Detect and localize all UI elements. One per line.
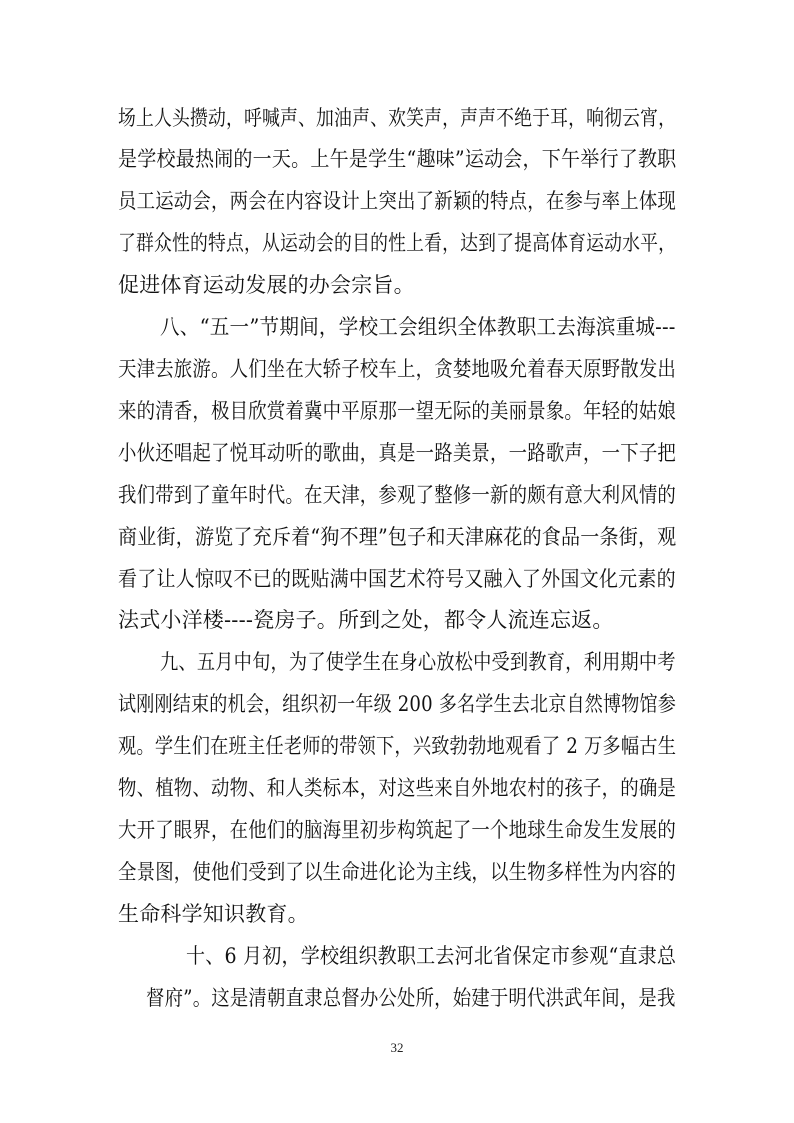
text-line: 是学校最热闹的一天。上午是学生“趣味”运动会，下午举行了教职 — [118, 147, 677, 171]
text-line: 大开了眼界，在他们的脑海里初步构筑起了一个地球生命发生发展的 — [118, 818, 677, 842]
text-line: 看了让人惊叹不已的既贴满中国艺术符号又融入了外国文化元素的 — [118, 567, 676, 591]
text-line: 督府”。这是清朝直隶总督办公处所，始建于明代洪武年间，是我 — [146, 986, 676, 1010]
text-line: 十、6 月初，学校组织教职工去河北省保定市参观“直隶总 — [186, 944, 677, 968]
text-line: 九、五月中旬，为了使学生在身心放松中受到教育，利用期中考 — [160, 650, 676, 674]
text-line: 八、“五一”节期间，学校工会组织全体教职工去海滨重城--- — [160, 315, 676, 339]
text-line: 法式小洋楼----瓷房子。所到之处，都令人流连忘返。 — [118, 608, 614, 632]
text-line: 试刚刚结束的机会，组织初一年级 200 多名学生去北京自然博物馆参 — [118, 692, 677, 716]
text-line: 了群众性的特点，从运动会的目的性上看，达到了提高体育运动水平， — [118, 231, 677, 255]
text-line: 观。学生们在班主任老师的带领下，兴致勃勃地观看了 2 万多幅古生 — [118, 734, 677, 758]
text-line: 物、植物、动物、和人类标本，对这些来自外地农村的孩子，的确是 — [118, 776, 677, 800]
text-line: 天津去旅游。人们坐在大轿子校车上，贪婪地吸允着春天原野散发出 — [118, 357, 677, 381]
text-line: 我们带到了童年时代。在天津，参观了整修一新的颇有意大利风情的 — [118, 483, 677, 507]
page-number: 32 — [390, 1040, 404, 1055]
text-line: 小伙还唱起了悦耳动听的歌曲，真是一路美景，一路歌声，一下子把 — [118, 441, 677, 465]
text-line: 促进体育运动发展的办会宗旨。 — [118, 273, 415, 297]
text-line: 来的清香，极目欣赏着冀中平原那一望无际的美丽景象。年轻的姑娘 — [118, 399, 677, 423]
text-line: 商业街，游览了充斥着“狗不理”包子和天津麻花的食品一条街，观 — [118, 525, 677, 549]
text-line: 场上人头攒动，呼喊声、加油声、欢笑声，声声不绝于耳，响彻云宵， — [118, 106, 677, 130]
text-line: 员工运动会，两会在内容设计上突出了新颖的特点，在参与率上体现 — [118, 189, 677, 213]
text-line: 生命科学知识教育。 — [118, 902, 309, 926]
text-line: 全景图，使他们受到了以生命进化论为主线，以生物多样性为内容的 — [118, 860, 677, 884]
